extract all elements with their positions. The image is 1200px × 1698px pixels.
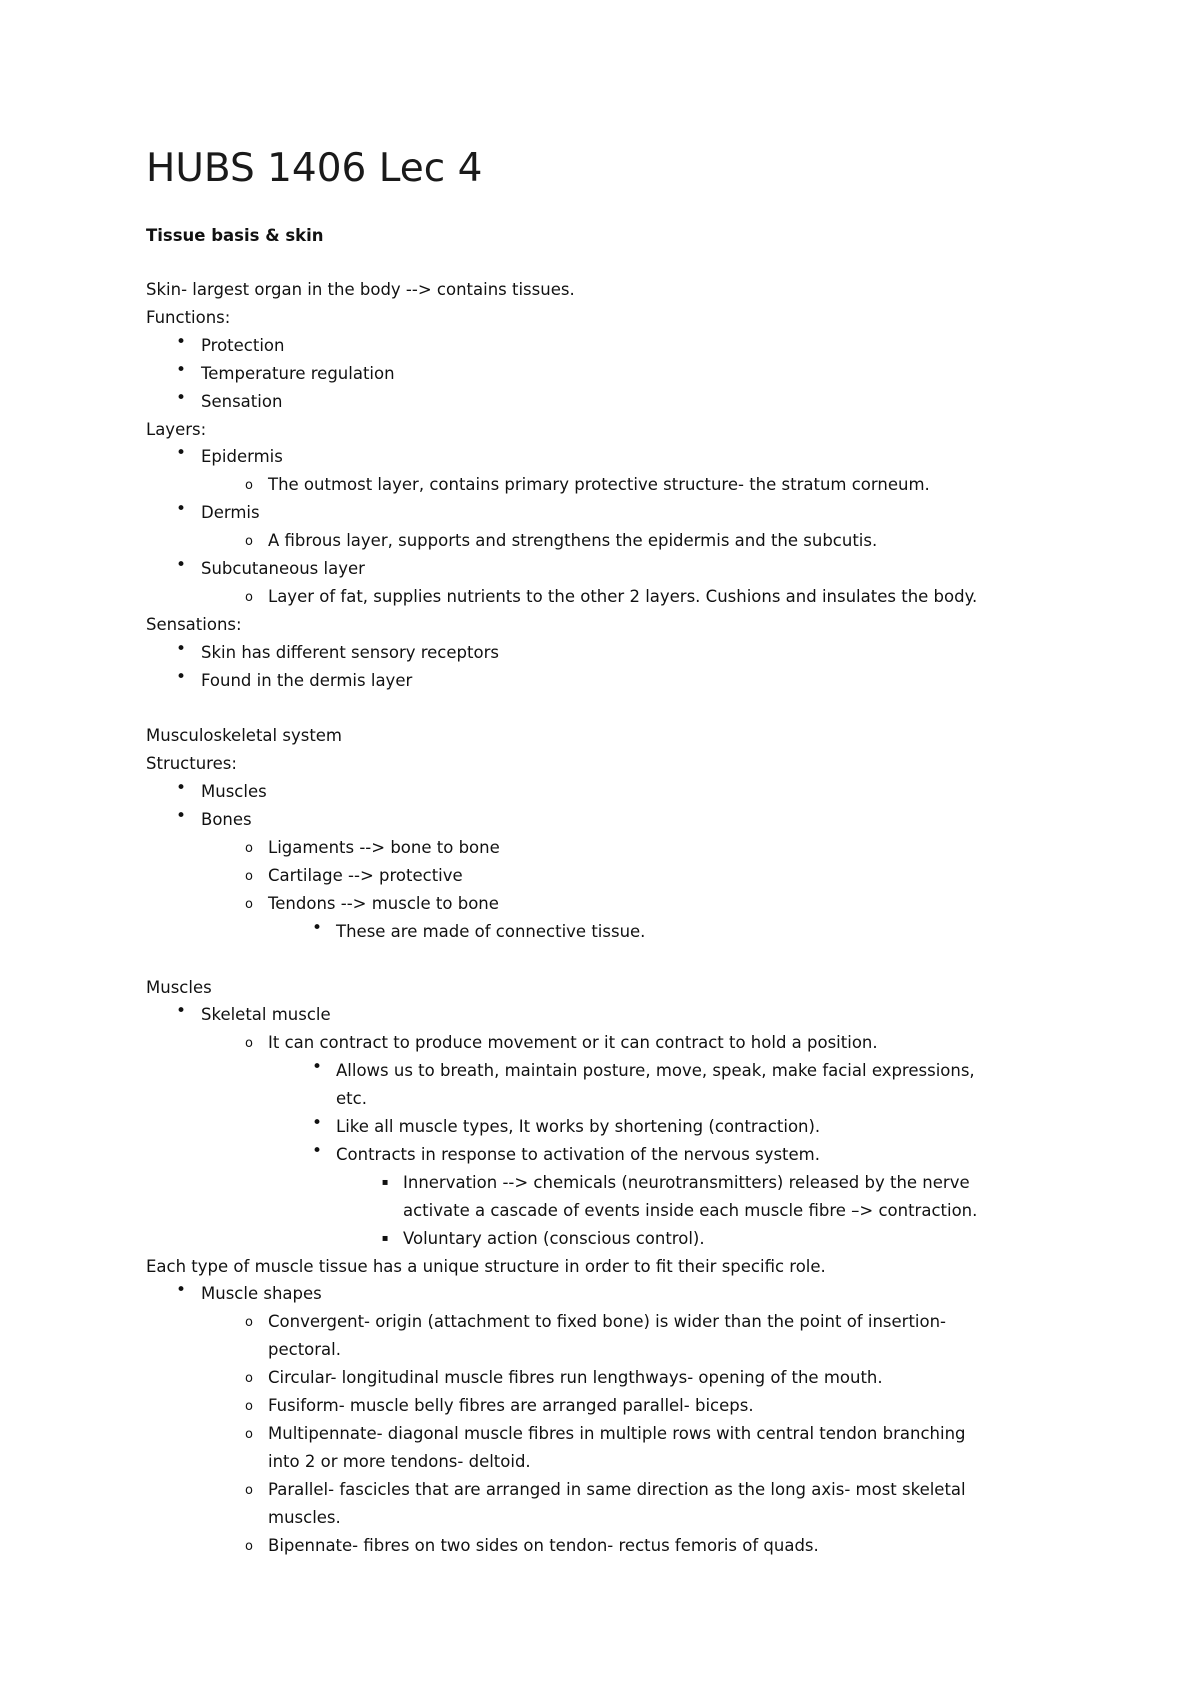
- line-text: Muscle shapes: [201, 1284, 322, 1304]
- line-text: Musculoskeletal system: [146, 726, 343, 746]
- bullet-icon: •: [175, 331, 187, 352]
- line-text: Each type of muscle tissue has a unique structure in order to fit their specific role.: [146, 1256, 826, 1276]
- bullet-icon: •: [175, 1001, 187, 1022]
- circle-bullet-icon: o: [245, 534, 253, 550]
- line-text: Bones: [201, 810, 252, 830]
- bullet-icon: •: [175, 555, 187, 575]
- circle-bullet-icon: o: [245, 896, 253, 912]
- line-text: Contracts in response to activation of the nervous system.: [336, 1144, 820, 1164]
- line-text: A fibrous layer, supports and strengthens the epidermis and the subcutis.: [268, 531, 878, 551]
- circle-bullet-icon: o: [245, 1399, 253, 1414]
- line-text: Cartilage --> protective: [268, 865, 463, 885]
- line-text: These are made of connective tissue.: [336, 921, 646, 941]
- circle-bullet-icon: o: [245, 1482, 253, 1498]
- line-text: Allows us to breath, maintain posture, move, speak, make facial expressions,: [336, 1061, 975, 1081]
- line-text: Functions:: [146, 307, 231, 327]
- bullet-icon: •: [311, 917, 323, 938]
- line-text: Like all muscle types, It works by shortening (contraction).: [336, 1117, 821, 1136]
- bullet-icon: •: [175, 359, 187, 380]
- line-text: Muscles: [146, 977, 212, 997]
- section-heading: Tissue basis & skin: [146, 226, 324, 245]
- line-text: The outmost layer, contains primary protective structure- the stratum corneum.: [268, 475, 930, 495]
- circle-bullet-icon: o: [245, 1315, 253, 1331]
- line-text: Structures:: [146, 754, 237, 774]
- line-text: Temperature regulation: [201, 363, 395, 383]
- square-bullet-icon: ▪: [381, 1232, 389, 1244]
- line-text: Fusiform- muscle belly fibres are arranged parallel- biceps.: [268, 1396, 754, 1415]
- bullet-icon: •: [175, 499, 187, 520]
- line-text: into 2 or more tendons- deltoid.: [268, 1451, 531, 1471]
- line-text: Ligaments --> bone to bone: [268, 838, 500, 857]
- line-text: Subcutaneous layer: [201, 559, 365, 578]
- bullet-icon: •: [311, 1057, 323, 1078]
- circle-bullet-icon: o: [245, 478, 253, 494]
- circle-bullet-icon: o: [245, 1426, 253, 1442]
- line-text: Layer of fat, supplies nutrients to the other 2 layers. Cushions and insulates the body.: [268, 586, 978, 606]
- line-text: Voluntary action (conscious control).: [403, 1228, 705, 1248]
- bullet-icon: •: [175, 638, 187, 659]
- line-text: Protection: [201, 335, 285, 355]
- bullet-icon: •: [175, 1280, 187, 1301]
- line-text: Convergent- origin (attachment to fixed bone) is wider than the point of insertion-: [268, 1312, 946, 1332]
- line-text: Skin- largest organ in the body --> contains tissues.: [146, 280, 575, 299]
- line-text: Epidermis: [201, 447, 283, 467]
- line-text: Innervation --> chemicals (neurotransmitters) released by the nerve: [403, 1172, 970, 1192]
- square-bullet-icon: ▪: [381, 1176, 389, 1188]
- bullet-icon: •: [175, 443, 187, 464]
- bullet-icon: •: [175, 387, 187, 408]
- bullet-icon: •: [175, 666, 187, 687]
- line-text: Muscles: [201, 782, 267, 802]
- line-text: Layers:: [146, 419, 207, 439]
- line-text: Sensations:: [146, 614, 242, 634]
- line-text: Skin has different sensory receptors: [201, 642, 499, 662]
- circle-bullet-icon: o: [245, 841, 253, 856]
- line-text: Parallel- fascicles that are arranged in same direction as the long axis- most skeletal: [268, 1479, 966, 1499]
- line-text: pectoral.: [268, 1340, 341, 1360]
- line-text: activate a cascade of events inside each muscle fibre –> contraction.: [403, 1200, 978, 1220]
- bullet-icon: •: [175, 806, 187, 827]
- circle-bullet-icon: o: [245, 868, 253, 884]
- circle-bullet-icon: o: [245, 589, 253, 605]
- line-text: Sensation: [201, 391, 283, 411]
- line-text: Multipennate- diagonal muscle fibres in multiple rows with central tendon branching: [268, 1423, 966, 1443]
- bullet-icon: •: [311, 1113, 323, 1133]
- line-text: Tendons --> muscle to bone: [268, 893, 499, 913]
- line-text: Bipennate- fibres on two sides on tendon- rectus femoris of quads.: [268, 1535, 819, 1555]
- circle-bullet-icon: o: [245, 1371, 253, 1387]
- bullet-icon: •: [175, 778, 187, 799]
- line-text: Dermis: [201, 503, 260, 523]
- line-text: etc.: [336, 1089, 367, 1109]
- circle-bullet-icon: o: [245, 1538, 253, 1554]
- line-text: It can contract to produce movement or it can contract to hold a position.: [268, 1033, 878, 1053]
- line-text: muscles.: [268, 1507, 341, 1527]
- line-text: Found in the dermis layer: [201, 670, 413, 690]
- bullet-icon: •: [311, 1140, 323, 1161]
- line-text: Skeletal muscle: [201, 1005, 331, 1025]
- document-title: HUBS 1406 Lec 4: [146, 146, 483, 191]
- circle-bullet-icon: o: [245, 1036, 253, 1052]
- line-text: Circular- longitudinal muscle fibres run lengthways- opening of the mouth.: [268, 1368, 883, 1388]
